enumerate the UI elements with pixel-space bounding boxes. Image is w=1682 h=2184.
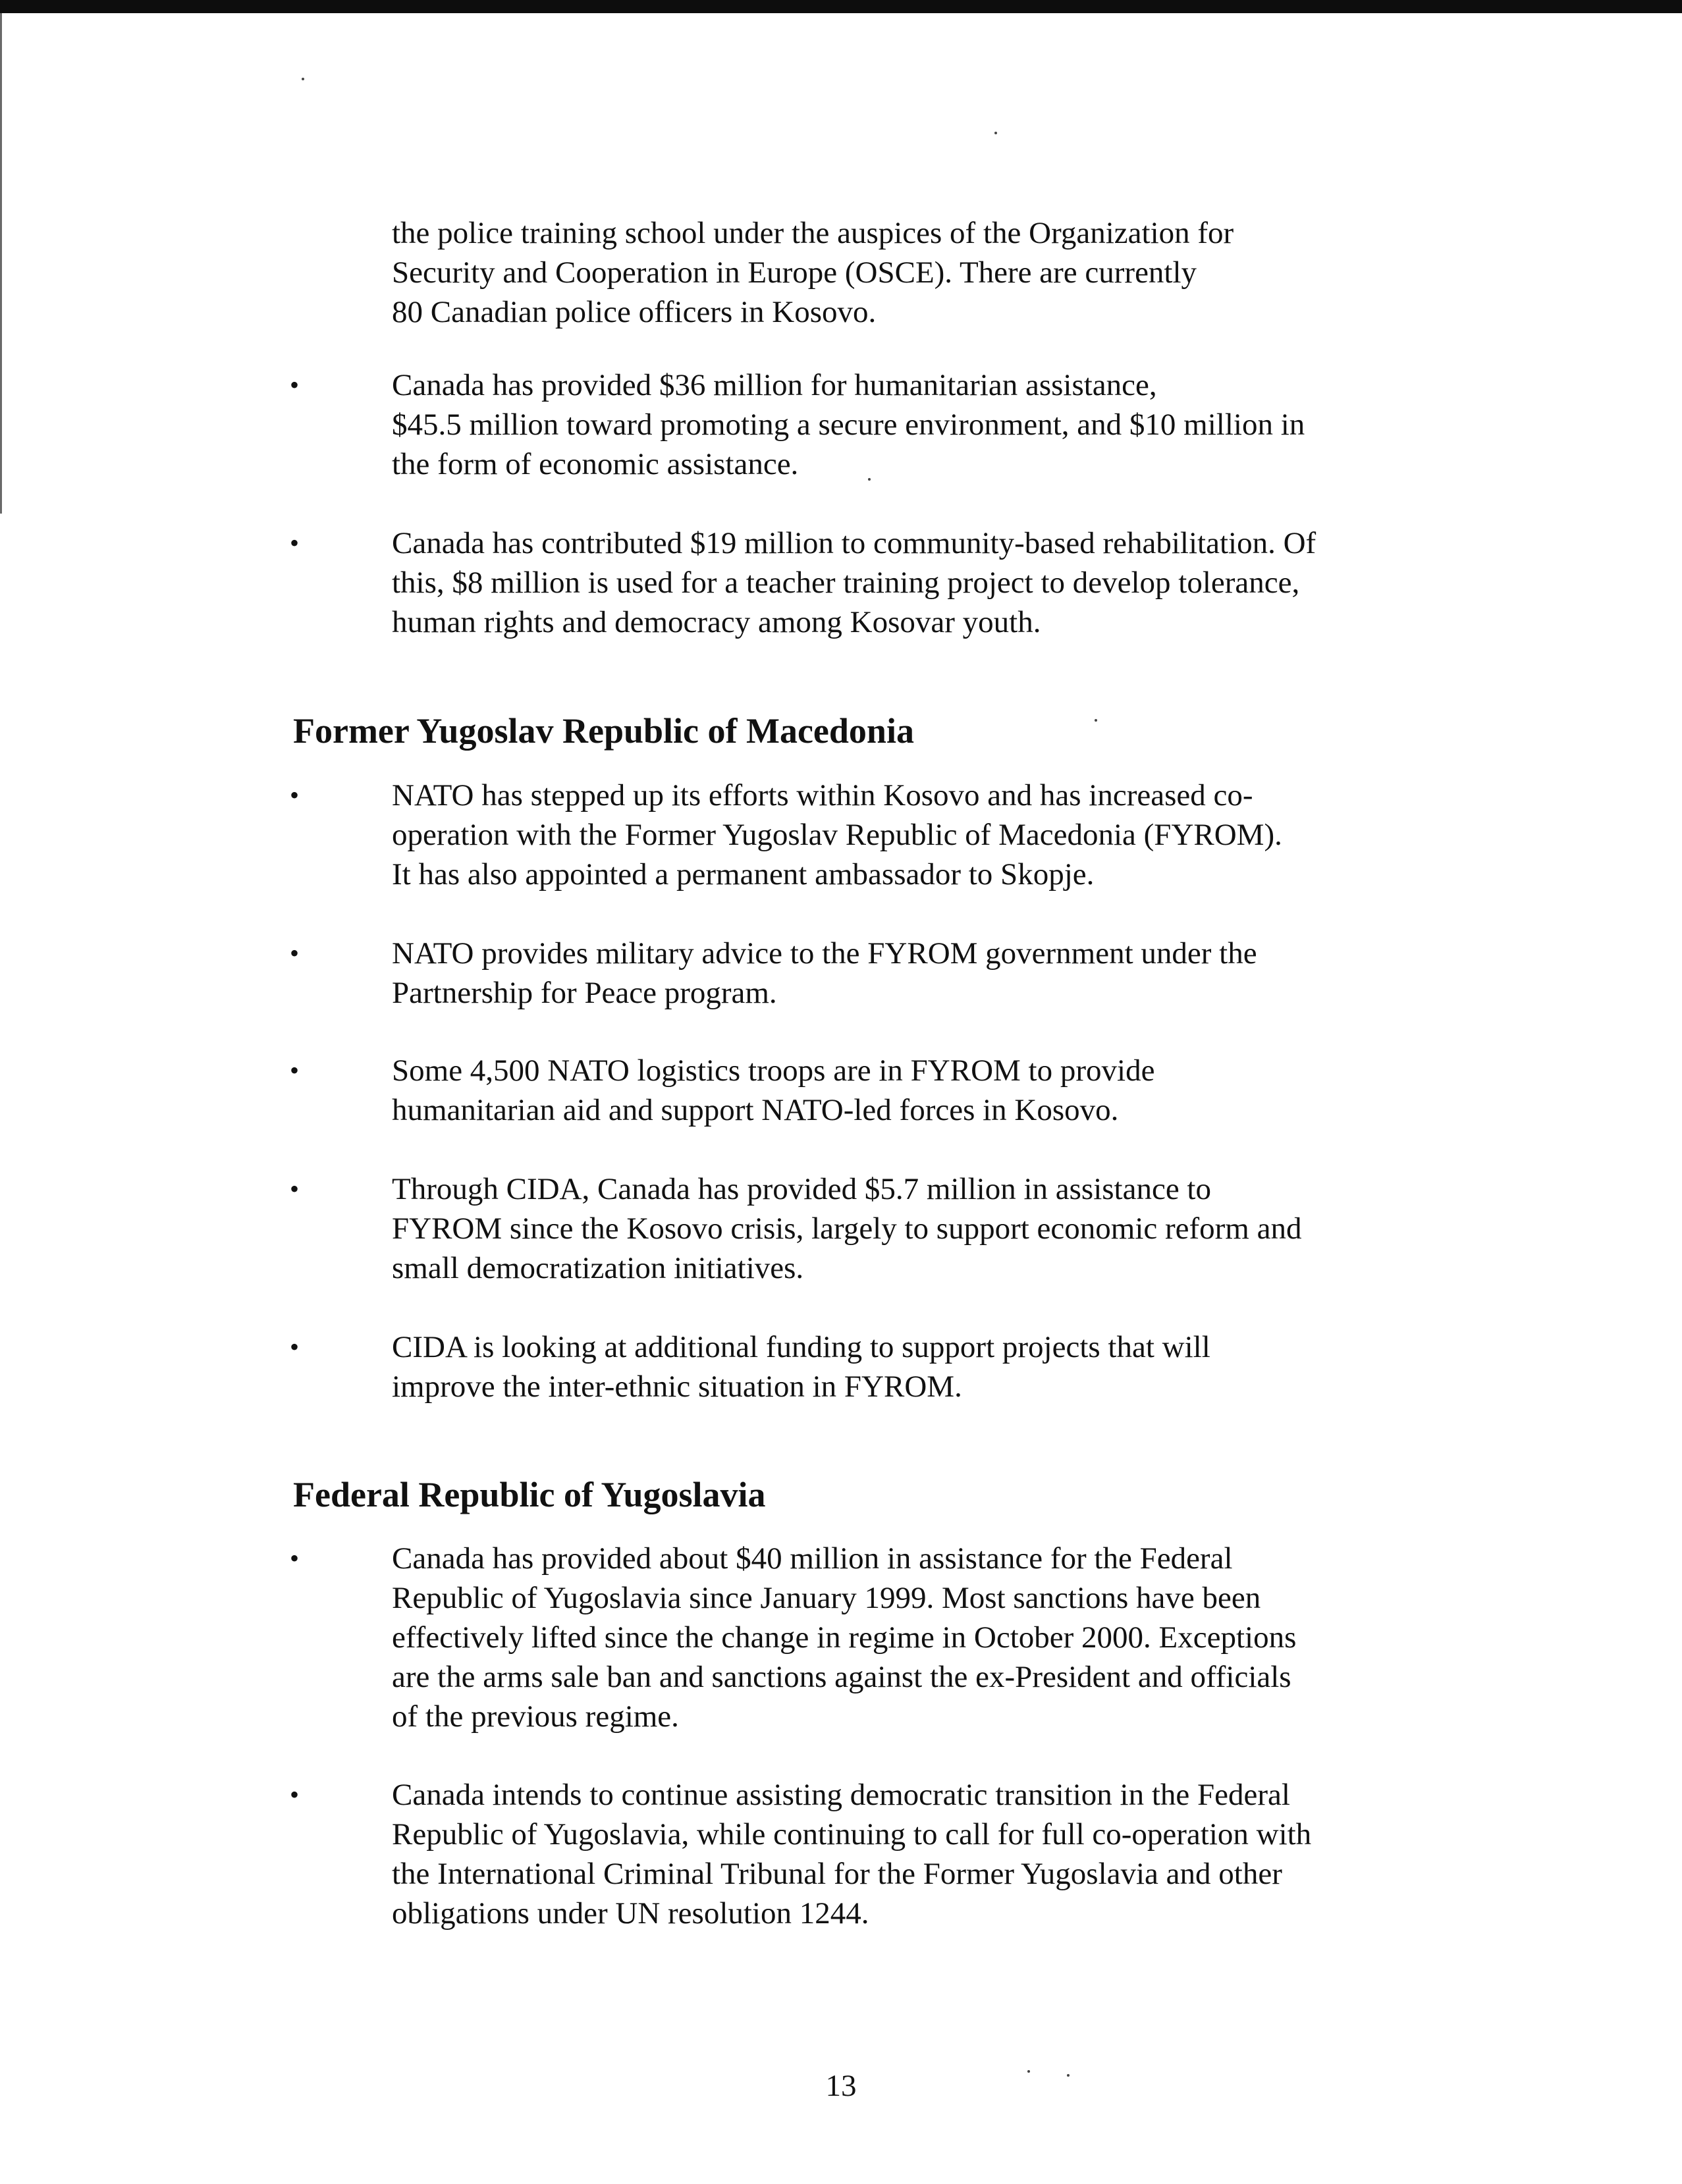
text-line: humanitarian aid and support NATO-led forces in Kosovo.	[392, 1093, 1119, 1127]
text-line: Some 4,500 NATO logistics troops are in FYROM to provide	[392, 1053, 1155, 1088]
bullet-icon: •	[290, 370, 300, 400]
text-line: the form of economic assistance.	[392, 447, 799, 481]
intro-paragraph	[392, 213, 1419, 332]
text-line: obligations under UN resolution 1244.	[392, 1896, 869, 1931]
text-line: human rights and democracy among Kosovar youth.	[392, 605, 1041, 639]
text-line: of the previous regime.	[392, 1699, 679, 1734]
text-line: Partnership for Peace program.	[392, 976, 777, 1010]
text-line: operation with the Former Yugoslav Republic of Macedonia (FYROM).	[392, 818, 1282, 852]
bullet-icon: •	[290, 1174, 300, 1204]
scan-speck	[1027, 2070, 1030, 2073]
text-line: Canada has provided $36 million for humanitarian assistance,	[392, 368, 1157, 402]
text-line: It has also appointed a permanent ambassador to Skopje.	[392, 857, 1095, 892]
text-line: Republic of Yugoslavia since January 1999. Most sanctions have been	[392, 1581, 1261, 1615]
yugoslavia-bullet-2	[392, 1775, 1419, 1933]
text-line: this, $8 million is used for a teacher training project to develop tolerance,	[392, 566, 1300, 600]
scan-speck	[868, 478, 871, 481]
bullet-icon: •	[290, 938, 300, 968]
text-line: $45.5 million toward promoting a secure environment, and $10 million in	[392, 408, 1305, 442]
text-line: small democratization initiatives.	[392, 1251, 804, 1285]
kosovo-bullet-1	[392, 365, 1419, 484]
text-line: are the arms sale ban and sanctions against the ex-President and officials	[392, 1660, 1291, 1694]
bullet-icon: •	[290, 1332, 300, 1362]
scan-speck	[1067, 2074, 1070, 2077]
text-line: Canada has contributed $19 million to community-based rehabilitation. Of	[392, 526, 1316, 560]
text-line: Canada intends to continue assisting democratic transition in the Federal	[392, 1778, 1290, 1812]
text-line: Canada has provided about $40 million in assistance for the Federal	[392, 1541, 1233, 1576]
text-line: NATO provides military advice to the FYROM government under the	[392, 936, 1257, 971]
text-line: the International Criminal Tribunal for the Former Yugoslavia and other	[392, 1857, 1282, 1891]
text-line: Republic of Yugoslavia, while continuing to call for full co-operation with	[392, 1817, 1312, 1851]
scan-speck	[1095, 719, 1097, 722]
text-line: CIDA is looking at additional funding to support projects that will	[392, 1330, 1210, 1364]
bullet-icon: •	[290, 1780, 300, 1809]
scan-speck	[302, 78, 304, 80]
text-line: the police training school under the auspices of the Organization for	[392, 216, 1234, 250]
text-line: Through CIDA, Canada has provided $5.7 million in assistance to	[392, 1172, 1211, 1206]
bullet-icon: •	[290, 1543, 300, 1573]
text-line: NATO has stepped up its efforts within Kosovo and has increased co-	[392, 778, 1253, 812]
bullet-icon: •	[290, 528, 300, 558]
macedonia-bullet-2	[392, 934, 1419, 1013]
text-line: FYROM since the Kosovo crisis, largely to support economic reform and	[392, 1212, 1302, 1246]
text-line: effectively lifted since the change in regime in October 2000. Exceptions	[392, 1620, 1297, 1655]
text-line: 80 Canadian police officers in Kosovo.	[392, 295, 877, 329]
scan-speck	[994, 132, 997, 134]
page-number: 13	[825, 2069, 857, 2103]
kosovo-bullet-2	[392, 523, 1419, 642]
text-line: Security and Cooperation in Europe (OSCE). There are currently	[392, 255, 1197, 290]
section-heading-macedonia: Former Yugoslav Republic of Macedonia	[293, 711, 914, 751]
macedonia-bullet-1	[392, 776, 1419, 894]
bullet-icon: •	[290, 1055, 300, 1085]
yugoslavia-bullet-1	[392, 1539, 1419, 1736]
macedonia-bullet-5	[392, 1327, 1419, 1406]
bullet-icon: •	[290, 780, 300, 810]
macedonia-bullet-4	[392, 1169, 1419, 1288]
text-line: improve the inter-ethnic situation in FYROM.	[392, 1370, 962, 1404]
section-heading-yugoslavia: Federal Republic of Yugoslavia	[293, 1475, 766, 1514]
macedonia-bullet-3	[392, 1051, 1419, 1130]
